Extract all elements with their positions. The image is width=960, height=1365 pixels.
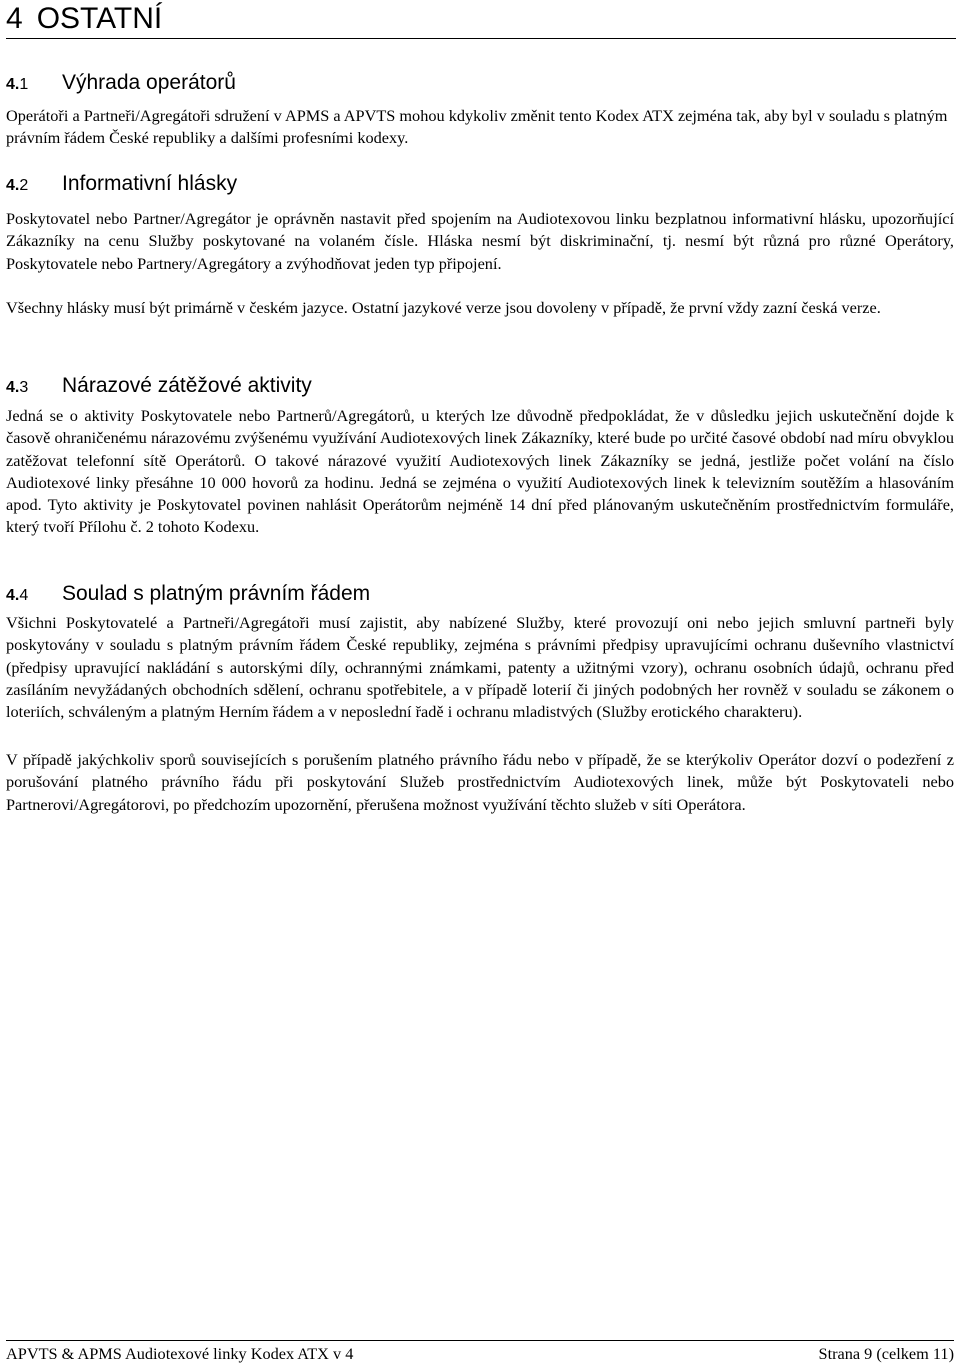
section-number: 4.3 xyxy=(6,379,29,396)
paragraph: Poskytovatel nebo Partner/Agregátor je oprávněn nastavit před spojením na Audiotexovou linku bezplatnou informativní hlásku, upozorňující Zákazníky na cenu Služby poskytované na volaném čísle. Hláska nesmí být diskriminační, tj. nesmí být různá pro různé Operátory, Poskytovatele nebo Partnery/Agregátory a zvýhodňovat jeden typ připojení. xyxy=(6,209,954,273)
footer-document-title: APVTS & APMS Audiotexové linky Kodex ATX v 4 xyxy=(6,1344,354,1363)
section-heading-4-2 xyxy=(6,171,954,199)
section-title: Informativní hlásky xyxy=(62,172,238,195)
page-footer xyxy=(6,1340,954,1364)
paragraph: Všechny hlásky musí být primárně v českém jazyce. Ostatní jazykové verze jsou dovoleny v případě, že první vždy zazní česká verze. xyxy=(6,298,881,317)
footer-page-number: Strana 9 (celkem 11) xyxy=(818,1344,954,1363)
chapter-number: 4 xyxy=(6,2,23,35)
paragraph: Operátoři a Partneři/Agregátoři sdružení v APMS a APVTS mohou kdykoliv změnit tento Kodex ATX zejména tak, aby byl v souladu s platným právním řádem České republiky a dalšími profesními kodexy. xyxy=(6,106,948,148)
section-number: 4.2 xyxy=(6,177,29,194)
section-heading-4-4 xyxy=(6,581,954,609)
section-number: 4.4 xyxy=(6,587,29,604)
section-title: Nárazové zátěžové aktivity xyxy=(62,374,312,397)
chapter-title: OSTATNÍ xyxy=(36,2,163,35)
section-title: Soulad s platným právním řádem xyxy=(62,582,371,605)
section-title: Výhrada operátorů xyxy=(62,71,236,94)
section-heading-4-1 xyxy=(6,70,954,98)
paragraph: V případě jakýchkoliv sporů souvisejících s porušením platného právního řádu nebo v případě, že se kterýkoliv Operátor dozví o podezření z porušování platného právního řádu při poskytování Služeb prostřednictvím Audiotexových linek, může být Poskytovateli nebo Partnerovi/Agregátorovi, po předchozím upozornění, přerušena možnost využívání těchto služeb v síti Operátora. xyxy=(6,750,954,814)
section-heading-4-3 xyxy=(6,373,954,401)
chapter-heading xyxy=(6,0,956,39)
paragraph: Všichni Poskytovatelé a Partneři/Agregátoři musí zajistit, aby nabízené Služby, které provozují oni nebo jejich smluvní partneři byly poskytovány v souladu s platným právním řádem České republiky, zejména s právními předpisy upravujícími ochranu duševního vlastnictví (předpisy upravující nakládání s autorskými díly, ochrannými známkami, patenty a užitnými vzory), ochranu osobních údajů, ochranu před zasíláním nevyžádaných obchodních sdělení, ochranu spotřebitele, a v případě loterií či jiných podobných her rovněž v souladu se zákonem o loteriích, schváleným a platným Herním řádem a v neposlední řadě i ochranu mladistvých (Služby erotického charakteru). xyxy=(6,613,954,722)
paragraph: Jedná se o aktivity Poskytovatele nebo Partnerů/Agregátorů, u kterých lze důvodně předpokládat, že v důsledku jejich uskutečnění dojde k časově ohraničenému nárazovému zvýšenému využívání Audiotexových linek Zákazníky, které bude po určité časové období nad míru obvyklou zatěžovat telefonní sítě Operátorů. O takové nárazové využití Audiotexových linek Zákazníky se jedná, jestliže počet volání na číslo Audiotexové linky přesáhne 10 000 hovorů za hodinu. Jedná se zejména o využití Audiotexových linek k televizním soutěžím a hlasováním apod. Tyto aktivity je Poskytovatel povinen nahlásit Operátorům nejméně 14 dní před plánovaným uskutečněním prostřednictvím formuláře, který tvoří Přílohu č. 2 tohoto Kodexu. xyxy=(6,406,954,537)
section-number: 4.1 xyxy=(6,76,29,93)
